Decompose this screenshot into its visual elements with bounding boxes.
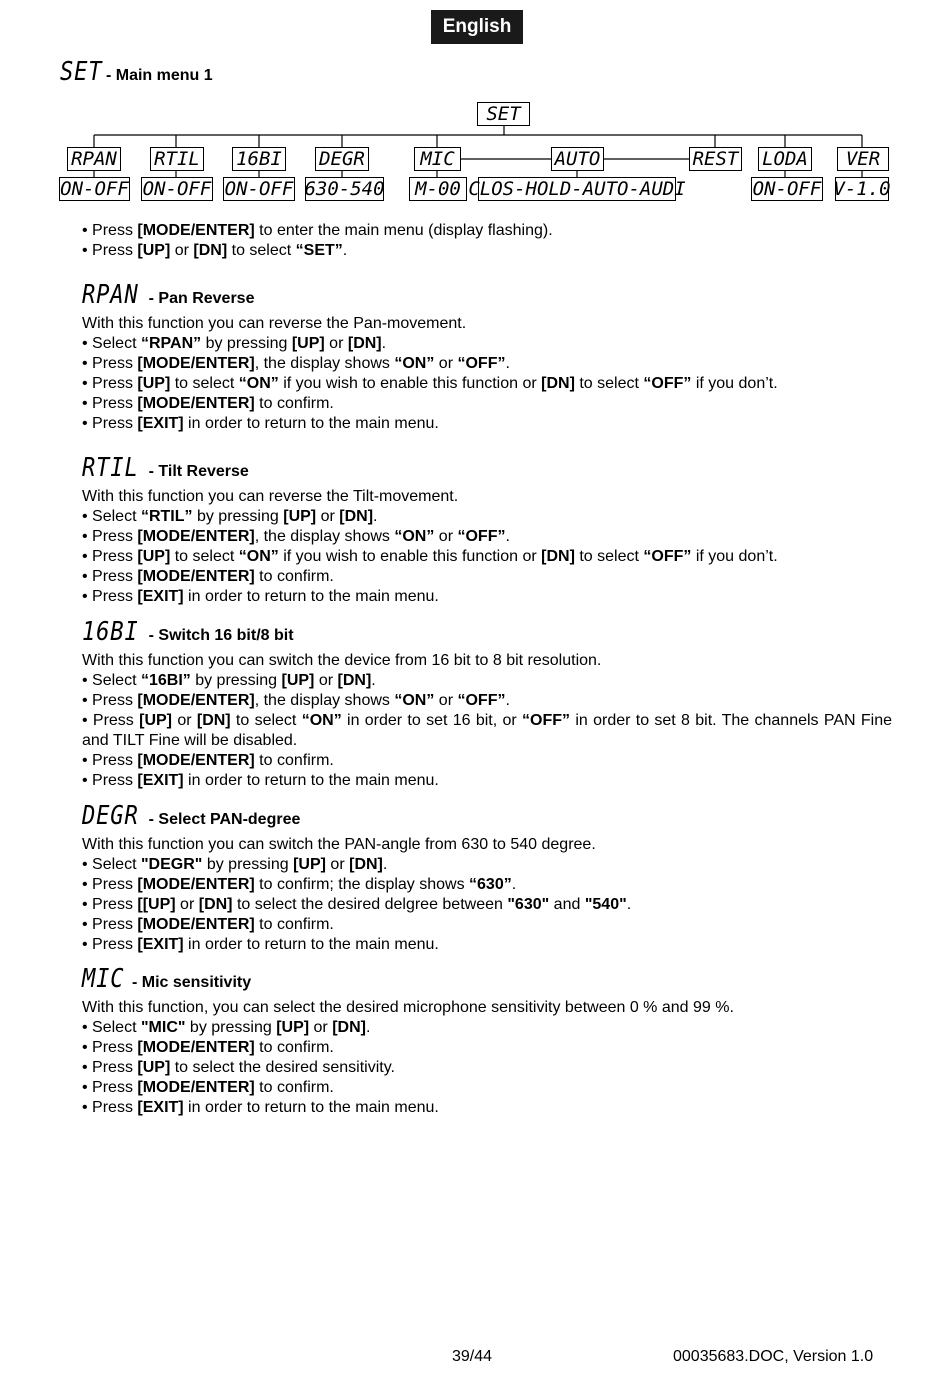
section-code: 16BI <box>82 617 139 647</box>
menu-item-16bi <box>232 147 286 171</box>
section-line: • Press [UP] to select “ON” if you wish to enable this function or [DN] to select “OFF” if you don’t. <box>82 375 778 392</box>
menu-item-label: AUTO <box>554 148 601 170</box>
menu-item-label: LODA <box>762 148 808 170</box>
main-menu-title: - Main menu 1 <box>105 67 213 84</box>
section-line: With this function, you can select the desired microphone sensitivity between 0 % and 99 %. <box>82 999 734 1016</box>
menu-item-loda <box>758 147 812 171</box>
menu-option-loda <box>751 177 823 201</box>
page-number: 39/44 <box>452 1348 493 1365</box>
section-title: - Pan Reverse <box>148 290 255 307</box>
language-badge: English <box>431 10 523 44</box>
section-line: With this function you can reverse the Pan-movement. <box>82 315 467 332</box>
section-line: • Press [MODE/ENTER], the display shows “ON” or “OFF”. <box>82 528 510 545</box>
menu-item-label: MIC <box>420 148 455 170</box>
menu-option-label: M-00 <box>415 178 461 200</box>
document-version: 00035683.DOC, Version 1.0 <box>673 1348 874 1365</box>
section-line: • Press [EXIT] in order to return to the main menu. <box>82 772 439 789</box>
menu-root-label: SET <box>486 103 521 125</box>
section-line: • Select “RTIL” by pressing [UP] or [DN]. <box>82 508 378 525</box>
menu-option-label: V-1.0 <box>833 178 891 200</box>
section-line: • Press [MODE/ENTER] to confirm. <box>82 916 334 933</box>
section-title: - Select PAN-degree <box>148 811 301 828</box>
section-code: DEGR <box>82 801 139 831</box>
section-line: • Select "DEGR" by pressing [UP] or [DN]. <box>82 856 388 873</box>
section-heading-mic <box>82 964 251 994</box>
menu-option-ver <box>835 177 889 201</box>
menu-option-label: CLOS-HOLD-AUTO-AUDI <box>468 178 686 200</box>
menu-root-box <box>477 102 530 126</box>
menu-item-rest <box>689 147 742 171</box>
menu-item-label: REST <box>692 148 739 170</box>
menu-item-label: RPAN <box>71 148 117 170</box>
section-line: • Press [EXIT] in order to return to the main menu. <box>82 588 439 605</box>
section-line: • Select “16BI” by pressing [UP] or [DN]. <box>82 672 376 689</box>
menu-item-ver <box>837 147 889 171</box>
section-line: • Press [MODE/ENTER] to confirm. <box>82 1079 334 1096</box>
menu-option-rpan <box>59 177 130 201</box>
section-title: - Tilt Reverse <box>148 463 249 480</box>
section-line: • Press [EXIT] in order to return to the main menu. <box>82 936 439 953</box>
intro-line: • Press [MODE/ENTER] to enter the main menu (display flashing). <box>82 222 553 239</box>
section-line: • Press [UP] to select the desired sensitivity. <box>82 1059 395 1076</box>
menu-option-label: ON-OFF <box>224 178 294 200</box>
menu-item-rtil <box>150 147 204 171</box>
section-line: • Press [MODE/ENTER] to confirm. <box>82 752 334 769</box>
section-line: • Select “RPAN” by pressing [UP] or [DN]. <box>82 335 387 352</box>
menu-option-mic <box>409 177 467 201</box>
section-line: • Press [MODE/ENTER] to confirm. <box>82 395 334 412</box>
menu-option-label: ON-OFF <box>142 178 212 200</box>
section-line: • Press [MODE/ENTER], the display shows “ON” or “OFF”. <box>82 355 510 372</box>
section-line: • Press [MODE/ENTER] to confirm; the display shows “630”. <box>82 876 517 893</box>
menu-option-16bi <box>223 177 295 201</box>
section-line: • Press [EXIT] in order to return to the main menu. <box>82 1099 439 1116</box>
section-title: - Mic sensitivity <box>131 974 252 991</box>
menu-item-auto <box>551 147 604 171</box>
menu-option-label: 630-540 <box>304 178 385 200</box>
section-line: • Press [UP] to select “ON” if you wish to enable this function or [DN] to select “OFF” if you don’t. <box>82 548 778 565</box>
section-line: With this function you can switch the device from 16 bit to 8 bit resolution. <box>82 652 602 669</box>
section-line: • Press [UP] or [DN] to select “ON” in order to set 16 bit, or “OFF” in order to set 8 bit. The channels PAN Fine and TILT Fine will be disabled. <box>82 712 893 749</box>
menu-option-auto <box>468 177 686 201</box>
section-line: • Press [MODE/ENTER] to confirm. <box>82 568 334 585</box>
section-line: • Press [[UP] or [DN] to select the desired delgree between "630" and "540". <box>82 896 632 913</box>
section-heading-rtil <box>82 453 249 483</box>
main-menu-code: SET <box>60 57 103 87</box>
menu-option-degr <box>305 177 384 201</box>
section-title: - Switch 16 bit/8 bit <box>148 627 294 644</box>
menu-option-label: ON-OFF <box>60 178 129 200</box>
menu-item-rpan <box>67 147 121 171</box>
section-line: • Press [EXIT] in order to return to the main menu. <box>82 415 439 432</box>
menu-item-mic <box>414 147 461 171</box>
menu-item-label: DEGR <box>319 148 365 170</box>
section-code: MIC <box>82 964 125 994</box>
section-line: • Press [MODE/ENTER] to confirm. <box>82 1039 334 1056</box>
menu-option-label: ON-OFF <box>752 178 822 200</box>
menu-option-rtil <box>141 177 213 201</box>
section-code: RTIL <box>82 453 139 483</box>
section-heading-degr <box>82 801 300 831</box>
menu-item-label: 16BI <box>236 148 282 170</box>
section-line: • Select "MIC" by pressing [UP] or [DN]. <box>82 1019 371 1036</box>
menu-item-degr <box>315 147 369 171</box>
section-line: With this function you can reverse the Tilt-movement. <box>82 488 459 505</box>
section-line: With this function you can switch the PAN-angle from 630 to 540 degree. <box>82 836 596 853</box>
menu-item-label: VER <box>845 148 881 170</box>
section-line: • Press [MODE/ENTER], the display shows “ON” or “OFF”. <box>82 692 510 709</box>
section-heading-rpan <box>82 280 254 310</box>
menu-item-label: RTIL <box>154 148 200 170</box>
intro-line: • Press [UP] or [DN] to select “SET”. <box>82 242 348 259</box>
section-heading-16bi <box>82 617 294 647</box>
section-code: RPAN <box>82 280 139 310</box>
